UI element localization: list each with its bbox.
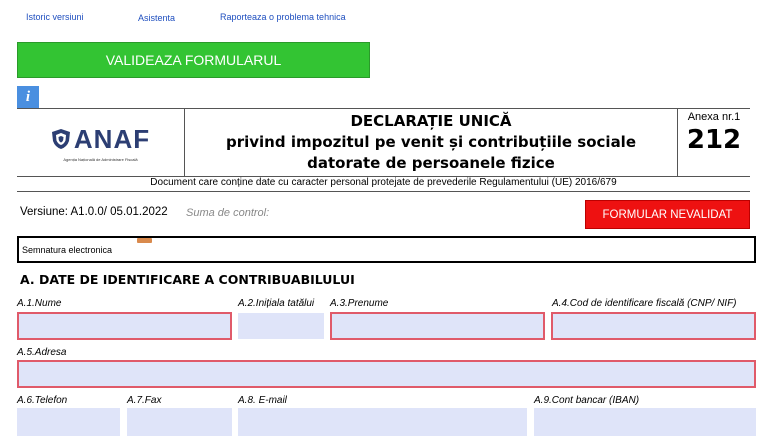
- field-a3-first-name[interactable]: [330, 312, 545, 340]
- label-a1-name: A.1.Nume: [17, 298, 62, 309]
- label-a5-address: A.5.Adresa: [17, 347, 67, 358]
- privacy-notice: Document care conține date cu caracter personal protejate de prevederile Regulamentului (UE) 2016/679: [150, 177, 617, 188]
- link-version-history[interactable]: Istoric versiuni: [26, 12, 84, 22]
- shield-icon: [51, 128, 71, 150]
- link-report-problem[interactable]: Raporteaza o problema tehnica: [220, 12, 346, 22]
- signature-label: Semnatura electronica: [22, 245, 113, 255]
- label-a7-fax: A.7.Fax: [127, 395, 162, 406]
- field-a6-phone[interactable]: [17, 408, 120, 436]
- field-a9-iban[interactable]: [534, 408, 756, 436]
- label-a8-email: A.8. E-mail: [238, 395, 287, 406]
- title-line-2: privind impozitul pe venit și contribuțiile sociale: [225, 133, 637, 151]
- label-a6-phone: A.6.Telefon: [17, 395, 68, 406]
- checksum-label: Suma de control:: [186, 207, 270, 219]
- annex-box: [678, 109, 750, 176]
- validate-form-button[interactable]: VALIDEAZA FORMULARUL: [17, 42, 370, 78]
- annex-number: 212: [686, 125, 742, 155]
- field-a7-fax[interactable]: [127, 408, 232, 436]
- field-a1-name[interactable]: [17, 312, 232, 340]
- header-bottom-rule: [17, 191, 750, 192]
- field-a5-address[interactable]: [17, 360, 756, 388]
- signature-marker-icon: [137, 238, 152, 243]
- form-status-button[interactable]: FORMULAR NEVALIDAT: [585, 200, 750, 229]
- section-a-title: A. DATE DE IDENTIFICARE A CONTRIBUABILULUI: [20, 272, 355, 287]
- logo-text: ANAF: [73, 123, 151, 154]
- logo-subtitle: Agenția Națională de Administrare Fiscală: [63, 156, 138, 162]
- title-line-3: datorate de persoanele fizice: [307, 154, 555, 172]
- label-a3-first-name: A.3.Prenume: [330, 298, 389, 309]
- annex-label: Anexa nr.1: [687, 111, 741, 123]
- label-a9-iban: A.9.Cont bancar (IBAN): [534, 395, 640, 406]
- info-icon[interactable]: i: [17, 86, 39, 108]
- field-a8-email[interactable]: [238, 408, 527, 436]
- field-a4-tax-id[interactable]: [551, 312, 756, 340]
- anaf-logo: [17, 109, 184, 176]
- field-a2-father-initial[interactable]: [238, 313, 324, 339]
- title-line-1: DECLARAȚIE UNICĂ: [350, 112, 512, 130]
- version-text: Versiune: A1.0.0/ 05.01.2022: [20, 206, 168, 218]
- electronic-signature-field[interactable]: [17, 236, 756, 263]
- label-a2-father-initial: A.2.Inițiala tatălui: [238, 298, 315, 309]
- form-title: [184, 109, 678, 176]
- label-a4-tax-id: A.4.Cod de identificare fiscală (CNP/ NIF): [552, 298, 737, 309]
- link-assistance[interactable]: Asistenta: [138, 13, 176, 23]
